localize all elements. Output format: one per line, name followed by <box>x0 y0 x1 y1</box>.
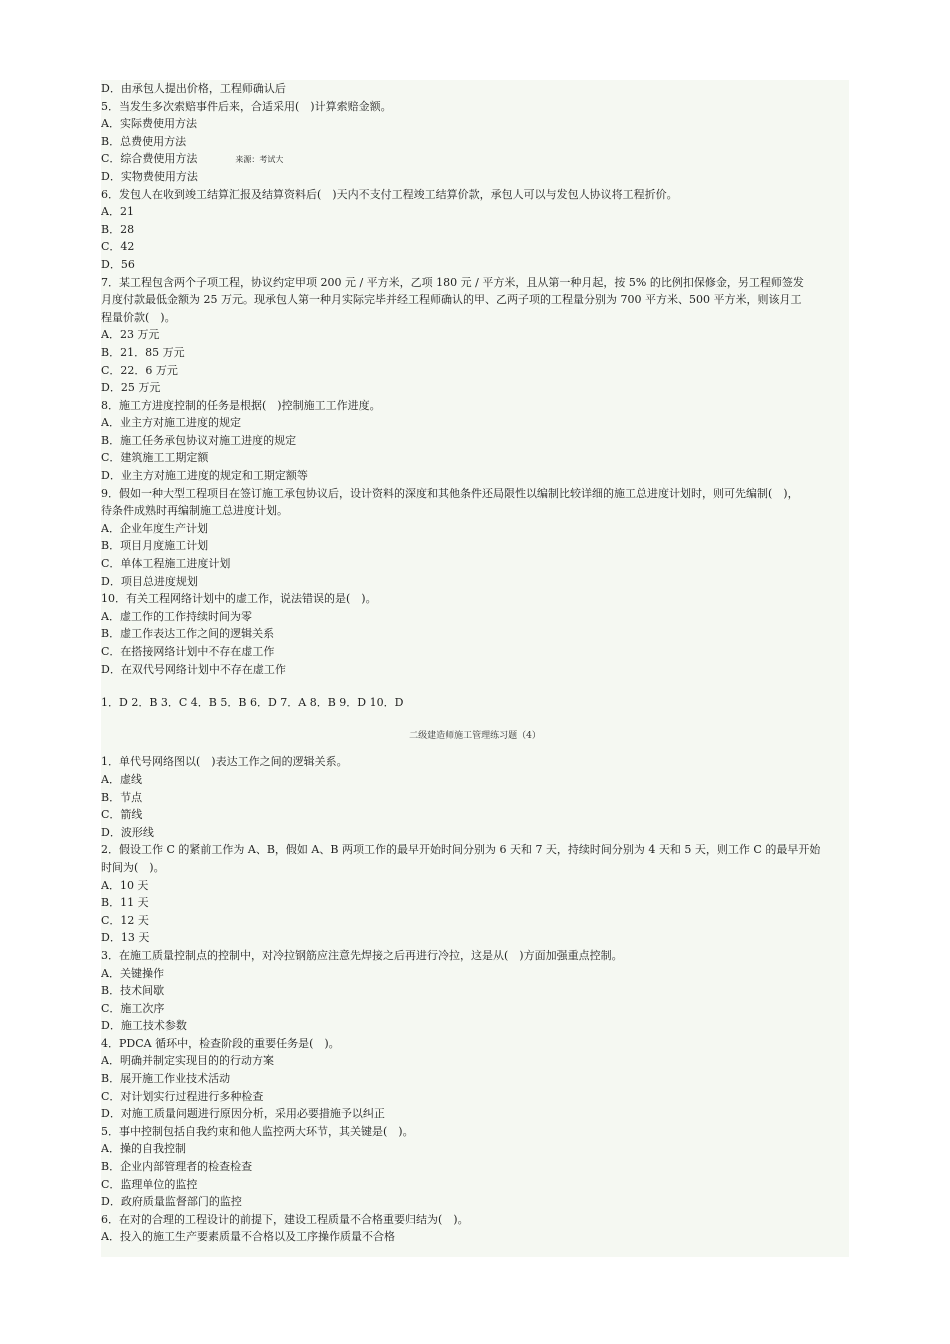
line-text: D．波形线 <box>101 825 154 839</box>
text-line <box>101 1017 849 1035</box>
line-text: A．21 <box>101 205 134 219</box>
line-text: C．监理单位的监控 <box>101 1177 198 1191</box>
text-line <box>101 379 849 397</box>
line-text: 1．单代号网络图以( )表达工作之间的逻辑关系。 <box>101 755 348 769</box>
line-text: C．12 天 <box>101 913 149 927</box>
text-line <box>101 590 849 608</box>
text-line <box>101 859 849 877</box>
document-page <box>101 80 849 1257</box>
line-text: D．在双代号网络计划中不存在虚工作 <box>101 662 286 676</box>
line-text: D．项目总进度规划 <box>101 574 198 588</box>
answer-key: 1．D 2．B 3．C 4．B 5．B 6．D 7．A 8．B 9．D 10．D <box>101 696 404 710</box>
line-text: C．建筑施工工期定额 <box>101 451 209 465</box>
text-line <box>101 982 849 1000</box>
text-line <box>101 929 849 947</box>
text-line <box>101 98 849 116</box>
line-text: A．10 天 <box>101 878 149 892</box>
text-line <box>101 1158 849 1176</box>
line-text: 9．假如一种大型工程项目在签订施工承包协议后，设计资料的深度和其他条件还局限性以编制比较详细的施工总进度计划时，则可先编制( )， <box>101 486 799 500</box>
line-text: 6．发包人在收到竣工结算汇报及结算资料后( )天内不支付工程竣工结算价款，承包人可以与发包人协议将工程折价。 <box>101 187 678 201</box>
line-text: B．11 天 <box>101 896 149 910</box>
line-text: 时间为( )。 <box>101 860 165 874</box>
text-line <box>101 485 849 503</box>
line-text: 7．某工程包含两个子项工程，协议约定甲项 200 元 / 平方米，乙项 180 元 / 平方米，且从第一种月起，按 5% 的比例扣保修金，另工程师签发 <box>101 275 804 289</box>
text-line <box>101 80 849 98</box>
text-line <box>101 362 849 380</box>
line-text: D．25 万元 <box>101 381 161 395</box>
text-line <box>101 326 849 344</box>
text-line <box>101 537 849 555</box>
text-line <box>101 221 849 239</box>
text-line <box>101 274 849 292</box>
text-line <box>101 771 849 789</box>
text-line <box>101 573 849 591</box>
line-text: D．对施工质量问题进行原因分析，采用必要措施予以纠正 <box>101 1107 385 1121</box>
line-text: C．综合费使用方法 <box>101 152 198 166</box>
line-text: A．企业年度生产计划 <box>101 521 208 535</box>
line-text: C．22．6 万元 <box>101 363 178 377</box>
text-line <box>101 502 849 520</box>
question-block-2 <box>101 753 849 1246</box>
line-text: A．虚工作的工作持续时间为零 <box>101 609 252 623</box>
line-text: A．业主方对施工进度的规定 <box>101 416 241 430</box>
text-line <box>101 1000 849 1018</box>
line-text: A．虚线 <box>101 772 142 786</box>
line-text: A．实际费使用方法 <box>101 117 197 131</box>
text-line <box>101 168 849 186</box>
line-text: 5．事中控制包括自我约束和他人监控两大环节，其关键是( )。 <box>101 1124 414 1138</box>
line-text: C．单体工程施工进度计划 <box>101 557 231 571</box>
text-line <box>101 965 849 983</box>
line-text: 5．当发生多次索赔事件后来，合适采用( )计算索赔金额。 <box>101 99 392 113</box>
text-line <box>101 643 849 661</box>
text-line <box>101 115 849 133</box>
text-line <box>101 1088 849 1106</box>
text-line <box>101 133 849 151</box>
question-block-1 <box>101 80 849 678</box>
line-text: A．操的自我控制 <box>101 1142 186 1156</box>
line-text: B．28 <box>101 222 135 236</box>
text-line <box>101 1052 849 1070</box>
line-text: 6．在对的合理的工程设计的前提下，建设工程质量不合格重要归结为( )。 <box>101 1212 469 1226</box>
text-line <box>101 309 849 327</box>
line-text: A．23 万元 <box>101 328 160 342</box>
line-text: D．业主方对施工进度的规定和工期定额等 <box>101 469 308 483</box>
line-text: 3．在施工质量控制点的控制中，对冷拉钢筋应注意先焊接之后再进行冷拉，这是从( )方面加强重点控制。 <box>101 948 623 962</box>
line-text: B．21．85 万元 <box>101 345 185 359</box>
line-text: C．在搭接网络计划中不存在虚工作 <box>101 645 275 658</box>
text-line <box>101 397 849 415</box>
text-line <box>101 1228 849 1246</box>
text-line <box>101 467 849 485</box>
text-line <box>101 1193 849 1211</box>
text-line <box>101 414 849 432</box>
text-line <box>101 1105 849 1123</box>
line-text: B．企业内部管理者的检查检查 <box>101 1160 253 1174</box>
line-text: B．节点 <box>101 790 143 804</box>
line-text: D．施工技术参数 <box>101 1019 187 1033</box>
text-line <box>101 753 849 771</box>
text-line <box>101 1123 849 1141</box>
line-text: B．技术间歇 <box>101 984 165 998</box>
text-line <box>101 520 849 538</box>
text-line <box>101 894 849 912</box>
text-line <box>101 344 849 362</box>
text-line <box>101 608 849 626</box>
text-line <box>101 186 849 204</box>
line-text: B．虚工作表达工作之间的逻辑关系 <box>101 627 275 641</box>
line-text: C．施工次序 <box>101 1001 165 1015</box>
source-note: 来源：考试大 <box>235 155 284 165</box>
spacer <box>101 678 849 694</box>
line-text: 程量价款( )。 <box>101 310 176 324</box>
text-line <box>101 449 849 467</box>
line-text: B．施工任务承包协议对施工进度的规定 <box>101 433 297 447</box>
line-text: D．由承包人提出价格，工程师确认后 <box>101 82 286 95</box>
text-line <box>101 291 849 309</box>
line-text: B．展开施工作业技术活动 <box>101 1072 231 1086</box>
line-text: 待条件成熟时再编制施工总进度计划。 <box>101 504 288 518</box>
text-line <box>101 432 849 450</box>
line-text: D．13 天 <box>101 931 150 945</box>
line-text: A．投入的施工生产要素质量不合格以及工序操作质量不合格 <box>101 1230 395 1244</box>
text-line <box>101 1140 849 1158</box>
line-text: 2．假设工作 C 的紧前工作为 A、B，假如 A、B 两项工作的最早开始时间分别为 6 天和 7 天，持续时间分别为 4 天和 5 天，则工作 C 的最早开始 <box>101 843 821 857</box>
text-line <box>101 555 849 573</box>
text-line <box>101 1070 849 1088</box>
text-line <box>101 256 849 274</box>
text-line <box>101 661 849 679</box>
line-text: 月度付款最低金额为 25 万元。现承包人第一种月实际完毕并经工程师确认的甲、乙两子项的工程量分别为 700 平方米、500 平方米，则该月工 <box>101 293 802 307</box>
line-text: C．对计划实行过程进行多种检查 <box>101 1089 264 1103</box>
line-text: C．42 <box>101 240 135 254</box>
line-text: B．项目月度施工计划 <box>101 539 209 553</box>
text-line <box>101 238 849 256</box>
spacer <box>101 712 849 728</box>
text-line <box>101 824 849 842</box>
text-line <box>101 1035 849 1053</box>
line-text: D．政府质量监督部门的监控 <box>101 1195 242 1209</box>
line-text: D．实物费使用方法 <box>101 169 198 183</box>
section-title: 二级建造师施工管理练习题（4） <box>409 730 541 741</box>
text-line <box>101 841 849 859</box>
line-text: C．箭线 <box>101 808 143 822</box>
text-line <box>101 203 849 221</box>
line-text: D．56 <box>101 257 135 271</box>
line-text: 4．PDCA 循环中，检查阶段的重要任务是( )。 <box>101 1036 340 1050</box>
text-line <box>101 1211 849 1229</box>
line-text: B．总费使用方法 <box>101 134 187 148</box>
text-line <box>101 806 849 824</box>
text-line <box>101 625 849 643</box>
text-line <box>101 1176 849 1194</box>
line-text: A．关键操作 <box>101 966 164 980</box>
line-text: 10．有关工程网络计划中的虚工作，说法错误的是( )。 <box>101 592 377 606</box>
line-text: 8．施工方进度控制的任务是根据( )控制施工工作进度。 <box>101 398 381 412</box>
text-line <box>101 912 849 930</box>
text-line <box>101 789 849 807</box>
line-text: A．明确并制定实现目的的行动方案 <box>101 1054 274 1068</box>
text-line <box>101 150 849 168</box>
spacer <box>101 745 849 753</box>
text-line <box>101 947 849 965</box>
text-line <box>101 877 849 895</box>
